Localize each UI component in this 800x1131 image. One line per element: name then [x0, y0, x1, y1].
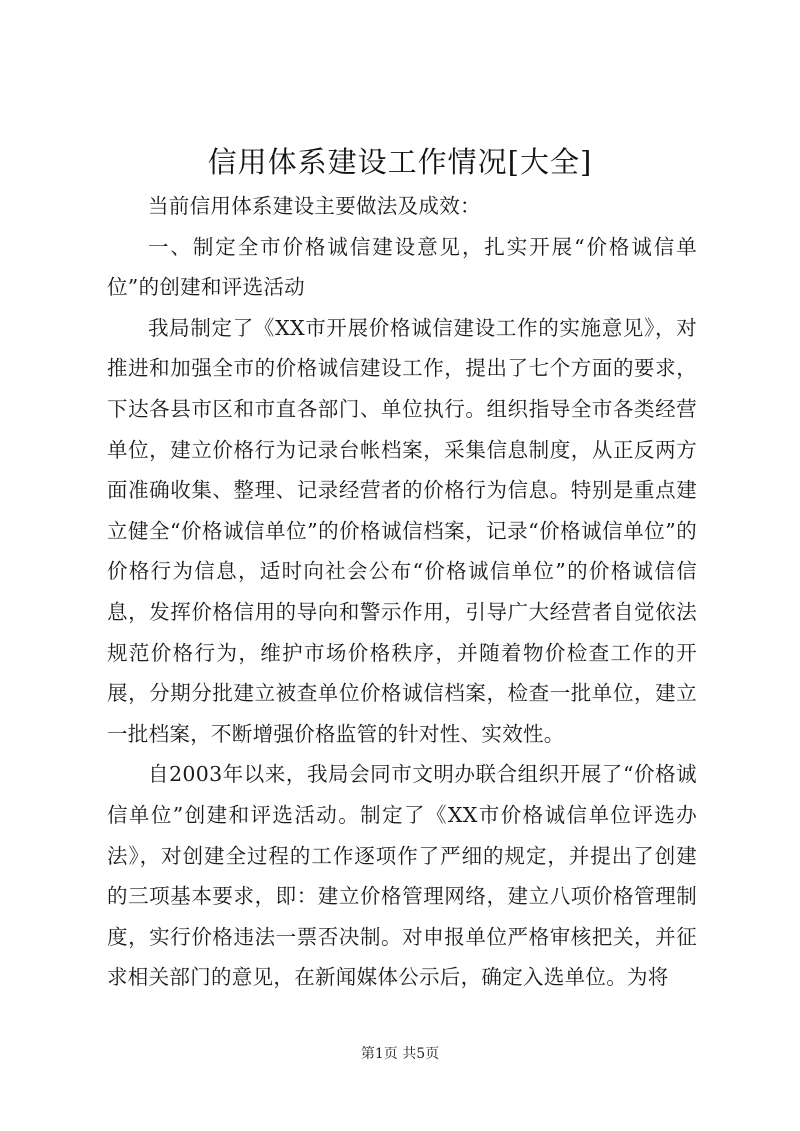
document-title: 信用体系建设工作情况[大全]	[207, 145, 593, 179]
paragraph-body-two: 自2003年以来，我局会同市文明办联合组织开展了“价格诚信单位”创建和评选活动。制定了《XX市价格诚信单位评选办法》，对创建全过程的工作逐项作了严细的规定，并提出了创建的三项基本要求，即：建立价格管理网络，建立八项价格管理制度，实行价格违法一票否决制。对申报单位严格审核把关，并征求相关部门的意见，在新闻媒体公示后，确定入选单位。为将	[107, 762, 697, 990]
document-body	[107, 186, 697, 998]
paragraph-heading-one: 一、制定全市价格诚信建设意见，扎实开展“价格诚信单位”的创建和评选活动	[107, 234, 697, 300]
page-number-footer: 第1页 共5页	[360, 1046, 440, 1062]
paragraph-body-one: 我局制定了《XX市开展价格诚信建设工作的实施意见》，对推进和加强全市的价格诚信建设工作，提出了七个方面的要求，下达各县市区和市直各部门、单位执行。组织指导全市各类经营单位，建立价格行为记录台帐档案，采集信息制度，从正反两方面准确收集、整理、记录经营者的价格行为信息。特别是重点建立健全“价格诚信单位”的价格诚信档案，记录“价格诚信单位”的价格行为信息，适时向社会公布“价格诚信单位”的价格诚信信息，发挥价格信用的导向和警示作用，引导广大经营者自觉依法规范价格行为，维护市场价格秩序，并随着物价检查工作的开展，分期分批建立被查单位价格诚信档案，检查一批单位，建立一批档案，不断增强价格监管的针对性、实效性。	[107, 315, 697, 746]
paragraph-intro: 当前信用体系建设主要做法及成效：	[148, 194, 481, 218]
